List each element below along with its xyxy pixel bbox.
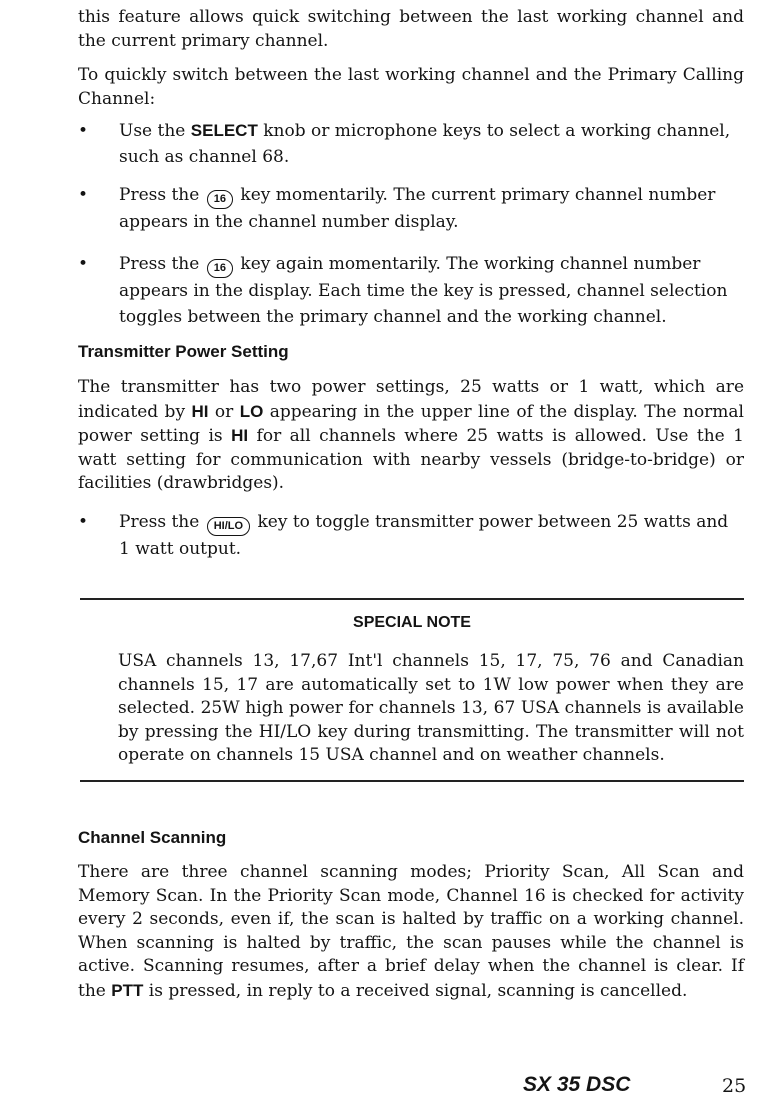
special-note-title: SPECIAL NOTE xyxy=(353,614,471,631)
page-number: 25 xyxy=(722,1075,747,1097)
transmitter-power-heading: Transmitter Power Setting xyxy=(78,342,289,361)
channel-16-key-icon: 16 xyxy=(207,259,233,278)
instruction-paragraph: To quickly switch between the last working channel and the Primary Calling Channel: xyxy=(78,65,744,109)
ptt-label: PTT xyxy=(111,980,144,1000)
select-knob-label: SELECT xyxy=(190,121,258,140)
power-paragraph: The transmitter has two power settings, 25 watts or 1 watt, which are indicated by HI or LO appearing in the upper line of the display. The normal power setting is HI for all channels where 25 watts is allowed. Use the 1 watt setting for communication with nearby vessels (bridge-to-bridge) or facilities (drawbridges). xyxy=(78,377,744,493)
hi-label: HI xyxy=(191,401,209,421)
bullet-icon: • xyxy=(78,121,89,141)
bullet-icon: • xyxy=(78,512,89,532)
channel-scanning-heading: Channel Scanning xyxy=(78,828,227,847)
channel-16-key-icon: 16 xyxy=(207,190,233,209)
bullet-icon: • xyxy=(78,185,89,205)
lo-label: LO xyxy=(239,401,264,421)
note-bottom-rule xyxy=(80,780,744,782)
note-top-rule xyxy=(80,598,744,600)
hi-lo-key-icon: HI/LO xyxy=(207,517,250,536)
scanning-paragraph: There are three channel scanning modes; Priority Scan, All Scan and Memory Scan. In the Priority Scan mode, Channel 16 is checked for activity every 2 seconds, even if, the scan is halted by traffic on a working channel. When scanning is halted by traffic, the scan pauses while the channel is active. Scanning resumes, after a brief delay when the channel is clear. If the PTT is pressed, in reply to a received signal, scanning is cancelled. xyxy=(78,862,744,1001)
bullet-icon: • xyxy=(78,254,89,274)
footer-model-name: SX 35 DSC xyxy=(523,1073,631,1096)
intro-paragraph: this feature allows quick switching between the last working channel and the current primary channel. xyxy=(78,7,744,51)
hi-label: HI xyxy=(231,426,249,445)
special-note-body: USA channels 13, 17,67 Int'l channels 15, 17, 75, 76 and Canadian channels 15, 17 are automatically set to 1W low power when they are selected. 25W high power for channels 13, 67 USA channels is available by pressing the HI/LO key during transmitting. The transmitter will not operate on channels 15 USA channel and on weather channels. xyxy=(118,651,744,765)
manual-page: this feature allows quick switching between the last working channel and the current primary channel. To quickly switch between the last working channel and the Primary Calling Channel: • Use the SELECT knob or microphone keys to select a working channel, such as channel 68. • Press the 16 key momentarily. The current primary channel number appears in the channel number display. • Press the 16 key again momentarily. The working channel number appears in the display. Each time the key is pressed, channel selection toggles between the primary channel and the working channel. Transmitter Power Setting The transmitter has two power settings, 25 watts or 1 watt, which are indicated by HI or LO appearing in the upper line of the display. The normal power setting is HI for all channels where 25 watts is allowed. Use the 1 watt setting for communication with nearby vessels (bridge-to-bridge) or facilities (drawbridges). • Press the HI/LO key to toggle transmitter power between 25 watts and 1 watt output. SPECIAL NOTE USA channels 13, 17,67 Int'l channels 15, 17, 75, 76 and Canadian channels 15, 17 are automatically set to 1W low power when they are selected. 25W high power for channels 13, 67 USA channels is available by pressing the HI/LO key during transmitting. The transmitter will not operate on channels 15 USA channel and on weather channels. Channel Scanning There are three channel scanning modes; Priority Scan, All Scan and Memory Scan. In the Priority Scan mode, Channel 16 is checked for activity every 2 seconds, even if, the scan is halted by traffic on a working channel. When scanning is halted by traffic, the scan pauses while the channel is active. Scanning resumes, after a brief delay when the channel is clear. If the PTT is pressed, in reply to a received signal, scanning is cancelled. SX 35 DSC 25 xyxy=(78,7,747,1097)
